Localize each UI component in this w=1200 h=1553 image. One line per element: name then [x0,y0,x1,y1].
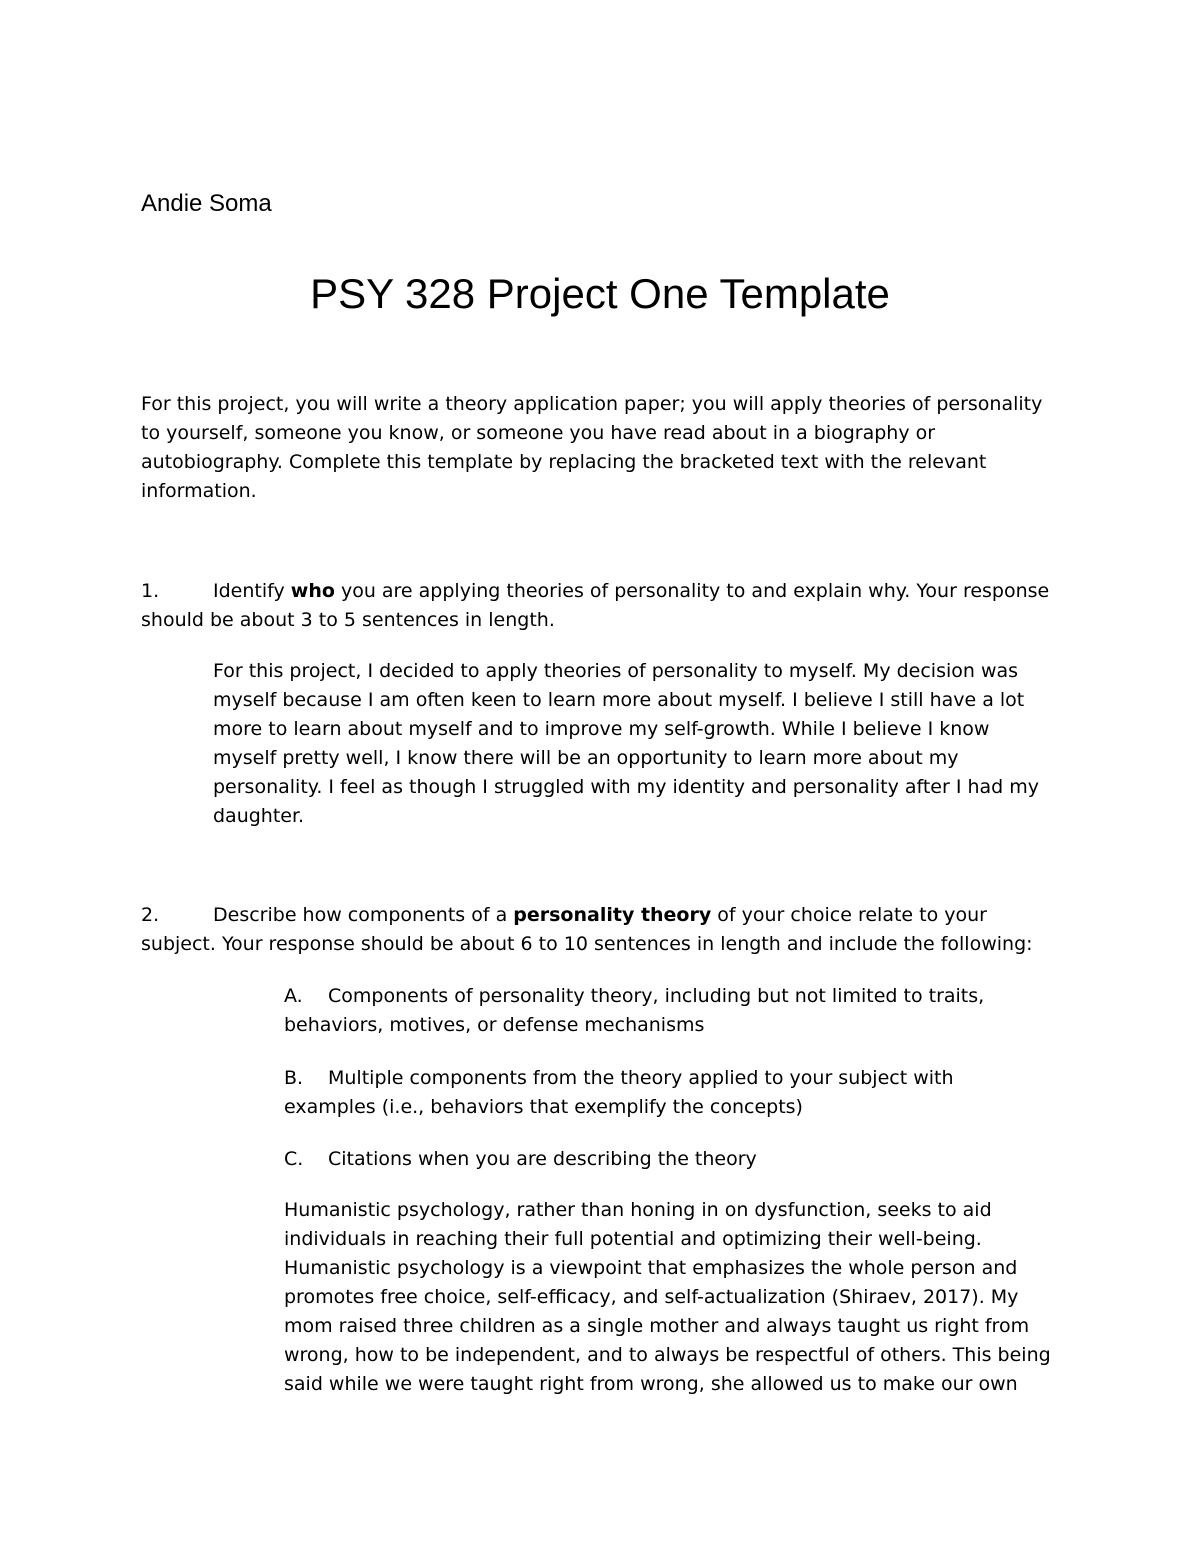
requirement-b-letter: B. [284,1067,304,1089]
intro-paragraph: For this project, you will write a theory application paper; you will apply theories of personality to yourself, someone you know, or someone you have read about in a biography or autobiography. Complete this template by replacing the bracketed text with the relevant information. [141,393,1043,502]
question-1 [141,577,1061,635]
question-2-text-before: Describe how components of a [213,904,514,926]
question-2 [141,901,1061,959]
requirement-a-text: Components of personality theory, including but not limited to traits, behaviors, motives, or defense mechanisms [284,985,985,1036]
requirement-c-letter: C. [284,1148,304,1170]
question-2-emphasis: personality theory [513,904,712,926]
question-1-text-before: Identify [213,580,291,602]
question-1-emphasis: who [290,580,335,602]
question-2-text-after: of your choice relate to your subject. Your response should be about 6 to 10 sentences in length and include the following: [141,904,1033,955]
question-1-text-after: you are applying theories of personality to and explain why. Your response should be about 3 to 5 sentences in length. [141,580,1050,631]
question-2-number: 2. [141,904,160,926]
requirement-a-letter: A. [284,985,303,1007]
requirement-a [284,982,1044,1040]
author-name: Andie Soma [141,190,272,217]
question-1-number: 1. [141,580,160,602]
requirement-c [284,1145,1044,1174]
requirement-b-text: Multiple components from the theory applied to your subject with examples (i.e., behaviors that exemplify the concepts) [284,1067,954,1118]
answer-2-paragraph: Humanistic psychology, rather than honing in on dysfunction, seeks to aid individuals in reaching their full potential and optimizing their well-being. Humanistic psychology is a viewpoint that emphasizes the whole person and promotes free choice, self-efficacy, and self-actualization (Shiraev, 2017). My mom raised three children as a single mother and always taught us right from wrong, how to be independent, and to always be respectful of others. This being said while we were taught right from wrong, she allowed us to make our own [284,1199,1051,1395]
answer-1-paragraph: For this project, I decided to apply theories of personality to myself. My decision was myself because I am often keen to learn more about myself. I believe I still have a lot more to learn about myself and to improve my self-growth. While I believe I know myself pretty well, I know there will be an opportunity to learn more about my personality. I feel as though I struggled with my identity and personality after I had my daughter. [213,660,1040,827]
requirement-c-text: Citations when you are describing the theory [328,1148,757,1170]
requirement-b [284,1064,1044,1122]
page-title: PSY 328 Project One Template [310,270,890,317]
